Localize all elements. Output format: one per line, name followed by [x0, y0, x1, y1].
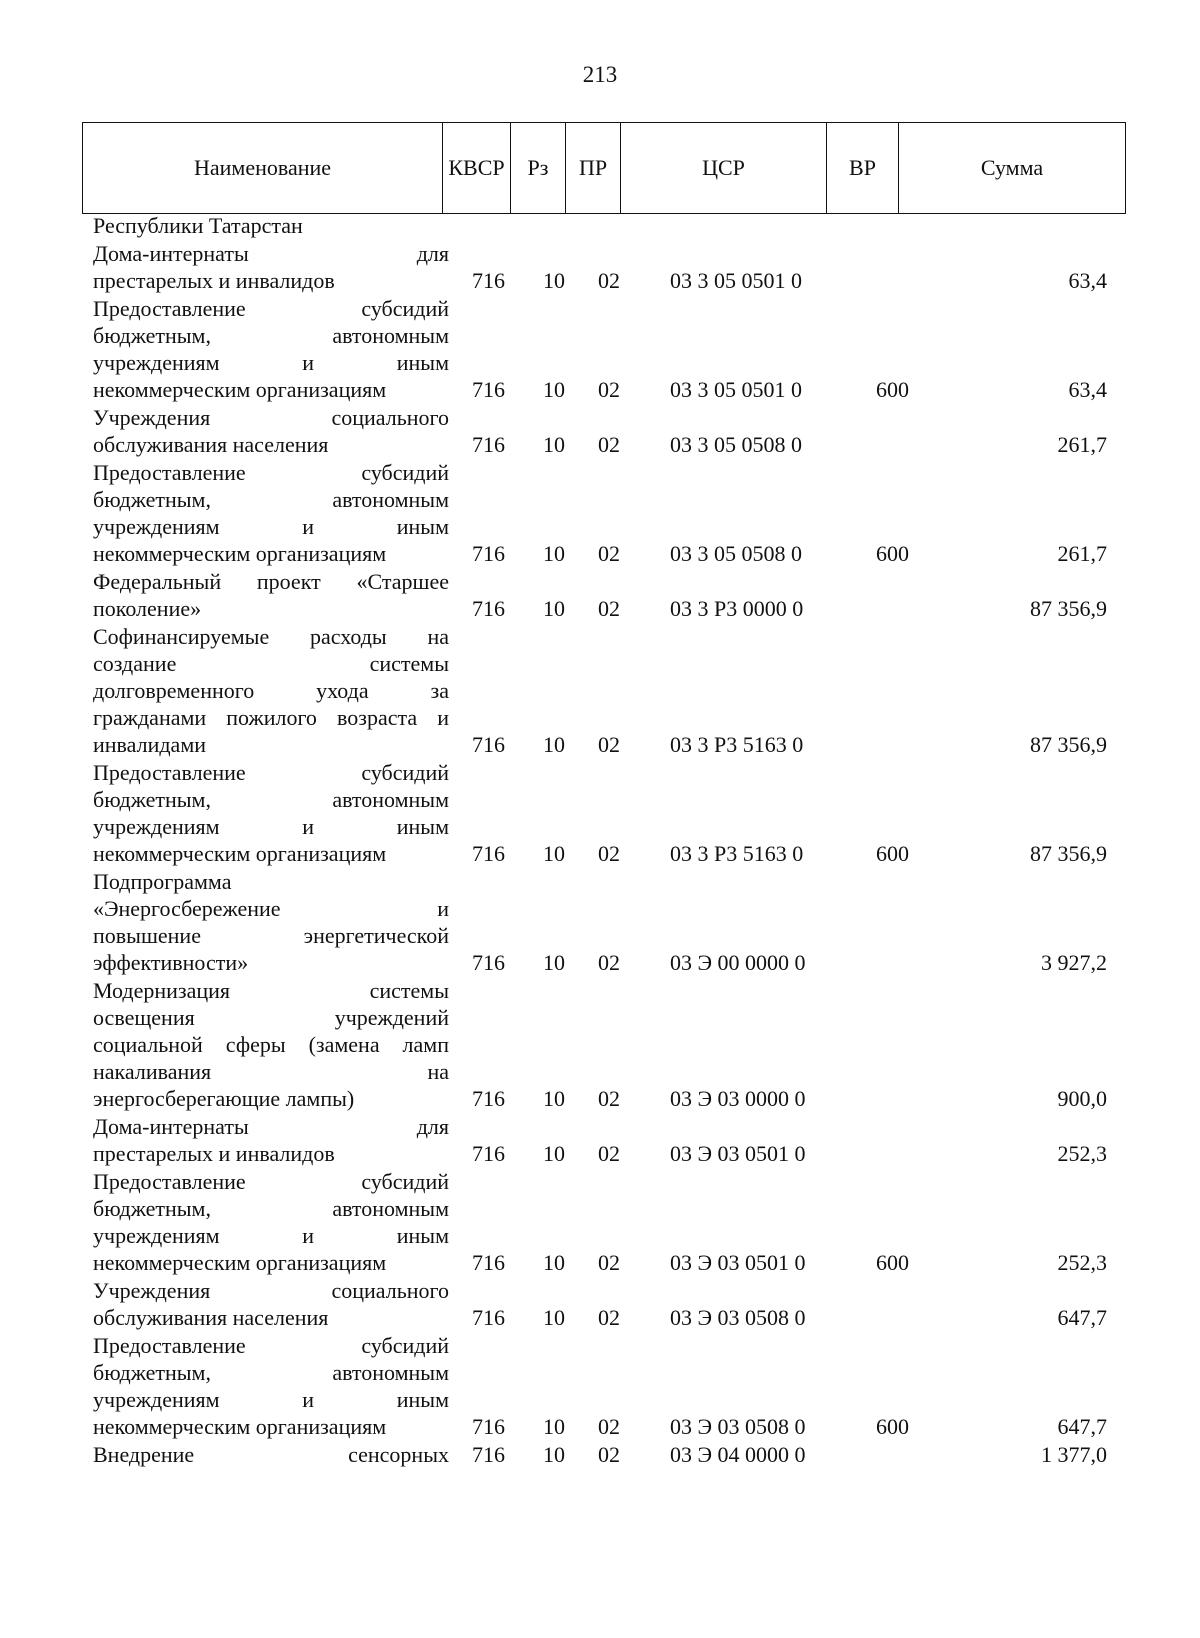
row-sum: 261,7: [1057, 432, 1107, 457]
header-kvsr: КВСР: [443, 123, 511, 213]
row-csr: 03 Э 03 0508 0: [670, 1305, 806, 1330]
row-pr: 02: [598, 1442, 620, 1467]
row-rz: 10: [543, 1250, 565, 1275]
row-name-line: обслуживания населения: [93, 1305, 329, 1330]
row-name: [93, 1441, 449, 1468]
row-name-line: Модернизация системы: [93, 978, 449, 1003]
row-name: [93, 1113, 449, 1167]
table-header: [82, 122, 1126, 214]
row-csr: 03 3 05 0501 0: [670, 377, 802, 402]
row-rz: 10: [543, 541, 565, 566]
table-row: [0, 1332, 1200, 1440]
row-name-line: Предоставление субсидий: [93, 760, 449, 785]
row-csr: 03 Э 03 0508 0: [670, 1414, 806, 1439]
row-name-line: освещения учреждений: [93, 1005, 449, 1030]
row-name-line: Предоставление субсидий: [93, 460, 449, 485]
row-rz: 10: [543, 1086, 565, 1111]
table-row: [0, 568, 1200, 622]
row-name: [93, 212, 449, 239]
row-name-line: инвалидами: [93, 732, 207, 757]
row-pr: 02: [598, 377, 620, 402]
row-rz: 10: [543, 1442, 565, 1467]
row-csr: 03 3 05 0508 0: [670, 541, 802, 566]
table-row: [0, 623, 1200, 758]
row-sum: 3 927,2: [1041, 950, 1107, 975]
header-csr: ЦСР: [621, 123, 827, 213]
row-pr: 02: [598, 268, 620, 293]
row-name-line: Дома-интернаты для: [93, 1114, 449, 1139]
row-name-line: обслуживания населения: [93, 432, 329, 457]
row-sum: 647,7: [1057, 1305, 1107, 1330]
row-csr: 03 3 05 0501 0: [670, 268, 802, 293]
row-kvsr: 716: [472, 1250, 505, 1275]
row-rz: 10: [543, 596, 565, 621]
row-vr: 600: [876, 1250, 909, 1275]
row-sum: 1 377,0: [1041, 1442, 1107, 1467]
row-name-line: учреждениям и иным: [93, 1223, 449, 1248]
row-name-line: поколение»: [93, 596, 202, 621]
row-rz: 10: [543, 841, 565, 866]
row-name-line: накаливания на: [93, 1059, 449, 1084]
row-name-line: некоммерческим организациям: [93, 841, 387, 866]
row-name-line: Дома-интернаты для: [93, 241, 449, 266]
row-name-line: Софинансируемые расходы на: [93, 624, 449, 649]
header-vr: ВР: [827, 123, 899, 213]
row-name-line: бюджетным, автономным: [93, 323, 449, 348]
row-sum: 63,4: [1068, 377, 1107, 402]
table-row: [0, 240, 1200, 294]
table-row: [0, 459, 1200, 567]
row-kvsr: 716: [472, 377, 505, 402]
row-sum: 87 356,9: [1030, 732, 1107, 757]
row-pr: 02: [598, 950, 620, 975]
row-name-line: бюджетным, автономным: [93, 1196, 449, 1221]
row-pr: 02: [598, 1141, 620, 1166]
row-name-line: учреждениям и иным: [93, 350, 449, 375]
row-rz: 10: [543, 1305, 565, 1330]
header-pr: ПР: [566, 123, 621, 213]
row-sum: 87 356,9: [1030, 841, 1107, 866]
row-name-line: «Энергосбережение и: [93, 896, 449, 921]
row-kvsr: 716: [472, 1086, 505, 1111]
row-name-line: социальной сферы (замена ламп: [93, 1032, 449, 1057]
row-csr: 03 3 Р3 0000 0: [670, 596, 804, 621]
row-name-line: престарелых и инвалидов: [93, 268, 335, 293]
row-name-line: создание системы: [93, 651, 449, 676]
row-vr: 600: [876, 841, 909, 866]
row-name: [93, 295, 449, 403]
row-name-line: Учреждения социального: [93, 1278, 449, 1303]
row-kvsr: 716: [472, 1442, 505, 1467]
row-name-line: некоммерческим организациям: [93, 1250, 387, 1275]
row-name: [93, 977, 449, 1112]
header-sum: Сумма: [980, 155, 1044, 180]
row-name-line: эффективности»: [93, 950, 249, 975]
row-name-line: повышение энергетической: [93, 923, 449, 948]
row-vr: 600: [876, 541, 909, 566]
page-number: 213: [582, 62, 618, 87]
row-name-line: учреждениям и иным: [93, 814, 449, 839]
row-sum: 252,3: [1057, 1250, 1107, 1275]
row-kvsr: 716: [472, 950, 505, 975]
row-csr: 03 Э 00 0000 0: [670, 950, 806, 975]
row-rz: 10: [543, 1414, 565, 1439]
table-row: [0, 295, 1200, 403]
row-name-line: Предоставление субсидий: [93, 296, 449, 321]
row-kvsr: 716: [472, 1305, 505, 1330]
row-pr: 02: [598, 841, 620, 866]
row-pr: 02: [598, 1305, 620, 1330]
row-csr: 03 3 Р3 5163 0: [670, 732, 804, 757]
row-name-line: Федеральный проект «Старшее: [93, 569, 449, 594]
row-name-line: бюджетным, автономным: [93, 787, 449, 812]
row-rz: 10: [543, 732, 565, 757]
row-vr: 600: [876, 1414, 909, 1439]
row-name: [93, 459, 449, 567]
table-row: [0, 1441, 1200, 1468]
row-csr: 03 Э 03 0501 0: [670, 1141, 806, 1166]
row-name-line: энергосберегающие лампы): [93, 1086, 355, 1111]
row-name-line: престарелых и инвалидов: [93, 1141, 335, 1166]
row-pr: 02: [598, 432, 620, 457]
row-name-line: Подпрограмма: [93, 869, 232, 894]
header-name: Наименование: [83, 123, 443, 213]
table-body: [0, 212, 1200, 1468]
row-sum: 87 356,9: [1030, 596, 1107, 621]
row-name: [93, 868, 449, 976]
row-pr: 02: [598, 541, 620, 566]
row-pr: 02: [598, 1086, 620, 1111]
row-rz: 10: [543, 950, 565, 975]
row-name: [93, 240, 449, 294]
row-pr: 02: [598, 1250, 620, 1275]
row-sum: 252,3: [1057, 1141, 1107, 1166]
row-rz: 10: [543, 268, 565, 293]
row-name-line: бюджетным, автономным: [93, 1360, 449, 1385]
row-kvsr: 716: [472, 432, 505, 457]
row-kvsr: 716: [472, 1414, 505, 1439]
row-rz: 10: [543, 1141, 565, 1166]
row-name: [93, 404, 449, 458]
table-row: [0, 868, 1200, 976]
row-name-line: бюджетным, автономным: [93, 487, 449, 512]
row-kvsr: 716: [472, 541, 505, 566]
row-name: [93, 623, 449, 758]
row-csr: 03 3 05 0508 0: [670, 432, 802, 457]
row-name-line: Предоставление субсидий: [93, 1333, 449, 1358]
row-pr: 02: [598, 596, 620, 621]
row-name: [93, 568, 449, 622]
table-row: [0, 1113, 1200, 1167]
row-kvsr: 716: [472, 268, 505, 293]
row-name-line: некоммерческим организациям: [93, 541, 387, 566]
row-name-line: Республики Татарстан: [93, 213, 303, 238]
row-name-line: Учреждения социального: [93, 405, 449, 430]
row-sum: 63,4: [1068, 268, 1107, 293]
table-row: [0, 1277, 1200, 1331]
row-name-line: некоммерческим организациям: [93, 1414, 387, 1439]
row-name-line: гражданами пожилого возраста и: [93, 705, 449, 730]
row-kvsr: 716: [472, 732, 505, 757]
row-pr: 02: [598, 1414, 620, 1439]
row-name-line: учреждениям и иным: [93, 1387, 449, 1412]
table-row: [0, 1168, 1200, 1276]
row-csr: 03 Э 04 0000 0: [670, 1442, 806, 1467]
row-rz: 10: [543, 432, 565, 457]
table-row: [0, 404, 1200, 458]
row-kvsr: 716: [472, 841, 505, 866]
table-row: [0, 759, 1200, 867]
row-name: [93, 1277, 449, 1331]
row-name-line: некоммерческим организациям: [93, 377, 387, 402]
row-name-line: учреждениям и иным: [93, 514, 449, 539]
row-name: [93, 1332, 449, 1440]
row-vr: 600: [876, 377, 909, 402]
row-sum: 647,7: [1057, 1414, 1107, 1439]
row-sum: 261,7: [1057, 541, 1107, 566]
row-csr: 03 Э 03 0501 0: [670, 1250, 806, 1275]
row-kvsr: 716: [472, 1141, 505, 1166]
header-rz: Рз: [511, 123, 566, 213]
row-rz: 10: [543, 377, 565, 402]
row-sum: 900,0: [1057, 1086, 1107, 1111]
row-name: [93, 1168, 449, 1276]
table-row: [0, 977, 1200, 1112]
row-csr: 03 Э 03 0000 0: [670, 1086, 806, 1111]
row-csr: 03 3 Р3 5163 0: [670, 841, 804, 866]
row-name-line: Предоставление субсидий: [93, 1169, 449, 1194]
table-row: [0, 212, 1200, 239]
row-name-line: Внедрение сенсорных: [93, 1442, 449, 1467]
row-kvsr: 716: [472, 596, 505, 621]
row-name-line: долговременного ухода за: [93, 678, 449, 703]
row-name: [93, 759, 449, 867]
row-pr: 02: [598, 732, 620, 757]
